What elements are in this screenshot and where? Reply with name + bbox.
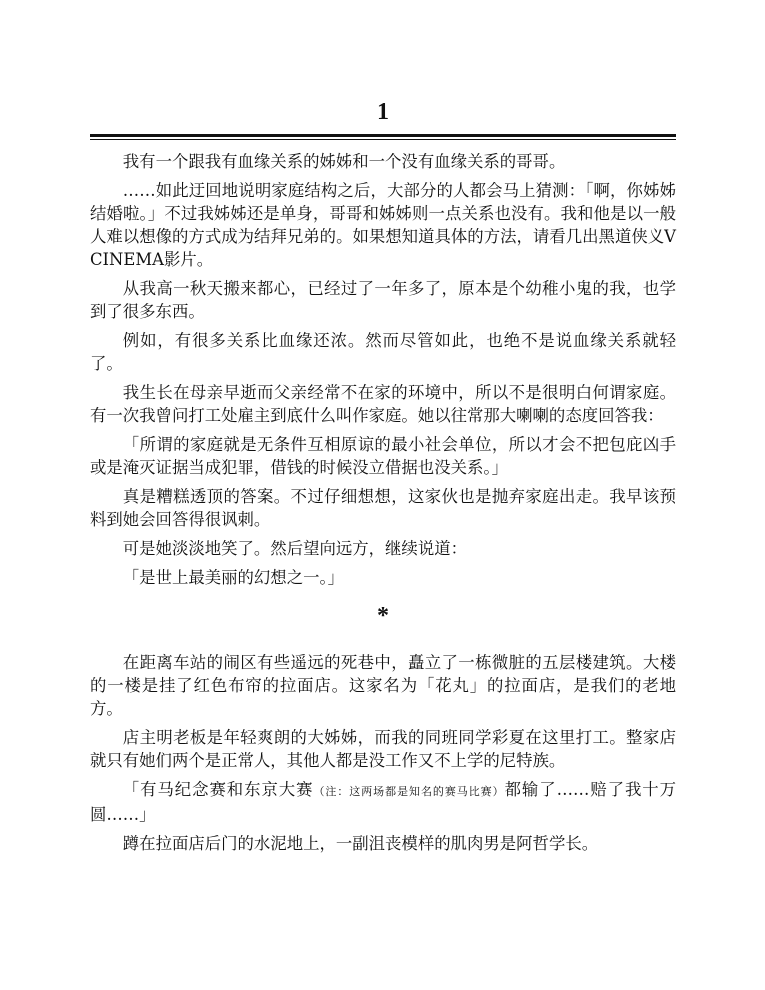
paragraph: 可是她淡淡地笑了。然后望向远方，继续说道： [122,539,467,558]
paragraph: 蹲在拉面店后门的水泥地上，一副沮丧模样的肌肉男是阿哲学长。 [122,834,599,853]
paragraph: 我有一个跟我有血缘关系的姊姊和一个没有血缘关系的哥哥。 [122,152,566,171]
dialogue-text: 「有马纪念赛和东京大赛 [122,780,314,799]
chapter-rule-thick [90,134,676,137]
paragraph: 「所谓的家庭就是无条件互相原谅的最小社会单位，所以才会不把包庇凶手或是淹灭证据当成犯罪，借钱的时候没立借据也没关系。」 [90,435,676,477]
paragraph: 「是世上最美丽的幻想之一。」 [122,568,345,587]
paragraph: 我生长在母亲早逝而父亲经常不在家的环境中，所以不是很明白何谓家庭。有一次我曾问打工处雇主到底什么叫作家庭。她以往常那大喇喇的态度回答我： [90,383,676,425]
translator-note: （注：这两场都是知名的赛马比赛） [313,785,505,798]
chapter-body [90,150,676,861]
paragraph: 真是糟糕透顶的答案。不过仔细想想，这家伙也是抛弃家庭出走。我早该预料到她会回答得很讽刺。 [90,487,676,529]
chapter-rule-thin [90,139,676,140]
section-separator: * [377,603,389,629]
paragraph: 在距离车站的闹区有些遥远的死巷中，矗立了一栋微脏的五层楼建筑。大楼的一楼是挂了红色布帘的拉面店。这家名为「花丸」的拉面店，是我们的老地方。 [90,653,676,718]
paragraph: 从我高一秋天搬来都心，已经过了一年多了，原本是个幼稚小鬼的我，也学到了很多东西。 [90,279,676,321]
dialogue-text: 都输了……赔了我十万圆……」 [90,780,677,824]
chapter-number: 1 [377,99,389,125]
paragraph: ……如此迂回地说明家庭结构之后，大部分的人都会马上猜测：「啊，你姊姊结婚啦。」不过我姊姊还是单身，哥哥和姊姊则一点关系也没有。我和他是以一般人难以想像的方式成为结拜兄弟的。如果想知道具体的方法，请看几出黑道侠义V CINEMA影片。 [90,181,676,269]
paragraph: 店主明老板是年轻爽朗的大姊姊，而我的同班同学彩夏在这里打工。整家店就只有她们两个是正常人，其他人都是没工作又不上学的尼特族。 [90,728,676,770]
paragraph-with-note [90,778,676,826]
paragraph: 例如，有很多关系比血缘还浓。然而尽管如此，也绝不是说血缘关系就轻了。 [90,331,676,373]
